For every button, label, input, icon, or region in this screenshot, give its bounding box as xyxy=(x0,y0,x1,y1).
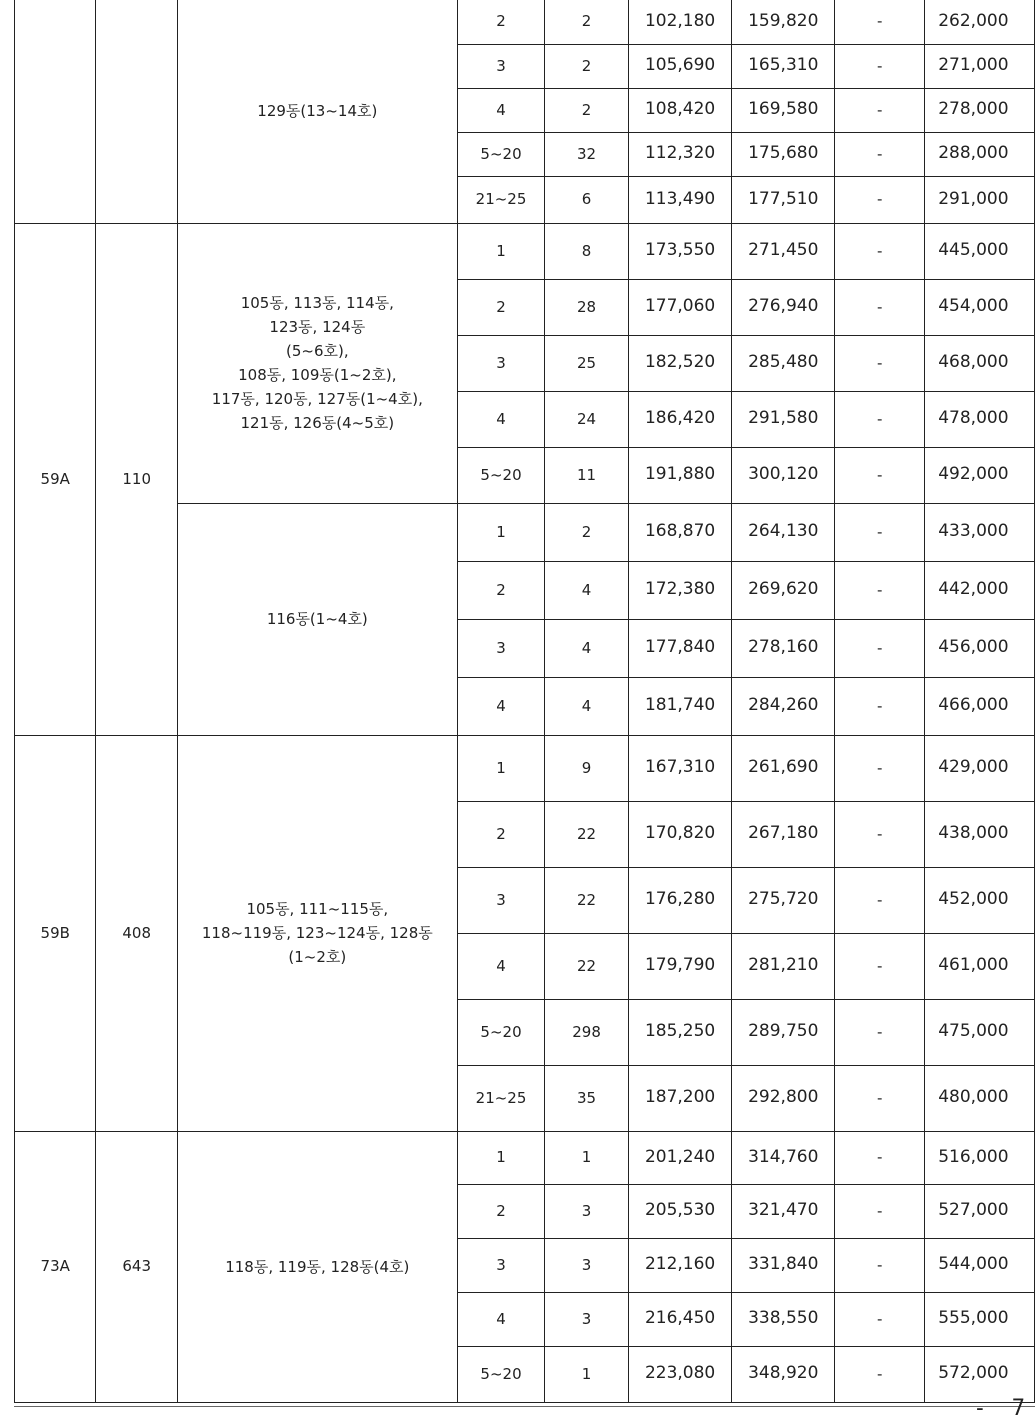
total-price-cell: 572,000 xyxy=(925,1346,1035,1402)
household-count-cell: 28 xyxy=(545,279,628,335)
land-price-cell: 177,060 xyxy=(628,279,732,335)
unit-count-cell: 408 xyxy=(96,735,177,1131)
household-count-cell: 1 xyxy=(545,1346,628,1402)
floor-cell: 2 xyxy=(457,561,545,619)
option-cell: - xyxy=(835,88,925,132)
household-count-cell: 1 xyxy=(545,1131,628,1184)
floor-cell: 4 xyxy=(457,391,545,447)
floor-cell: 1 xyxy=(457,223,545,279)
land-price-cell: 176,280 xyxy=(628,867,732,933)
building-price-cell: 281,210 xyxy=(732,933,835,999)
floor-cell: 5~20 xyxy=(457,132,545,176)
household-count-cell: 6 xyxy=(545,176,628,223)
option-cell: - xyxy=(835,391,925,447)
building-price-cell: 159,820 xyxy=(732,0,835,44)
table-row xyxy=(15,223,1035,279)
total-price-cell: 262,000 xyxy=(925,0,1035,44)
land-price-cell: 181,740 xyxy=(628,677,732,735)
option-cell: - xyxy=(835,279,925,335)
option-cell: - xyxy=(835,1065,925,1131)
building-line: (1~2호) xyxy=(288,948,347,966)
total-price-cell: 478,000 xyxy=(925,391,1035,447)
option-cell: - xyxy=(835,447,925,503)
option-cell: - xyxy=(835,677,925,735)
household-count-cell: 25 xyxy=(545,335,628,391)
household-count-cell: 2 xyxy=(545,44,628,88)
building-price-cell: 264,130 xyxy=(732,503,835,561)
floor-cell: 4 xyxy=(457,677,545,735)
floor-cell: 1 xyxy=(457,503,545,561)
table-row xyxy=(15,1131,1035,1184)
building-price-cell: 331,840 xyxy=(732,1238,835,1292)
building-line: (5~6호), xyxy=(286,342,349,360)
total-price-cell: 555,000 xyxy=(925,1292,1035,1346)
building-price-cell: 289,750 xyxy=(732,999,835,1065)
price-table xyxy=(14,0,1035,1403)
total-price-cell: 433,000 xyxy=(925,503,1035,561)
land-price-cell: 182,520 xyxy=(628,335,732,391)
land-price-cell: 172,380 xyxy=(628,561,732,619)
building-price-cell: 271,450 xyxy=(732,223,835,279)
land-price-cell: 223,080 xyxy=(628,1346,732,1402)
total-price-cell: 445,000 xyxy=(925,223,1035,279)
floor-cell: 21~25 xyxy=(457,1065,545,1131)
total-price-cell: 480,000 xyxy=(925,1065,1035,1131)
building-line: 105동, 111~115동, xyxy=(246,900,389,918)
building-price-cell: 278,160 xyxy=(732,619,835,677)
building-list-cell xyxy=(177,503,457,735)
building-price-cell: 269,620 xyxy=(732,561,835,619)
land-price-cell: 170,820 xyxy=(628,801,732,867)
floor-cell: 4 xyxy=(457,88,545,132)
land-price-cell: 179,790 xyxy=(628,933,732,999)
building-list-cell xyxy=(177,223,457,503)
building-list-cell xyxy=(177,1131,457,1402)
land-price-cell: 186,420 xyxy=(628,391,732,447)
household-count-cell: 22 xyxy=(545,933,628,999)
total-price-cell: 271,000 xyxy=(925,44,1035,88)
building-line: 105동, 113동, 114동, xyxy=(240,294,394,312)
option-cell: - xyxy=(835,999,925,1065)
building-list-cell xyxy=(177,0,457,223)
floor-cell: 1 xyxy=(457,735,545,801)
land-price-cell: 113,490 xyxy=(628,176,732,223)
option-cell: - xyxy=(835,1184,925,1238)
building-line: 129동(13~14호) xyxy=(257,102,378,121)
building-price-cell: 348,920 xyxy=(732,1346,835,1402)
total-price-cell: 527,000 xyxy=(925,1184,1035,1238)
floor-cell: 3 xyxy=(457,44,545,88)
building-price-cell: 267,180 xyxy=(732,801,835,867)
option-cell: - xyxy=(835,132,925,176)
building-price-cell: 261,690 xyxy=(732,735,835,801)
option-cell: - xyxy=(835,867,925,933)
floor-cell: 3 xyxy=(457,619,545,677)
land-price-cell: 191,880 xyxy=(628,447,732,503)
total-price-cell: 452,000 xyxy=(925,867,1035,933)
option-cell: - xyxy=(835,735,925,801)
total-price-cell: 454,000 xyxy=(925,279,1035,335)
total-price-cell: 429,000 xyxy=(925,735,1035,801)
land-price-cell: 187,200 xyxy=(628,1065,732,1131)
land-price-cell: 108,420 xyxy=(628,88,732,132)
land-price-cell: 201,240 xyxy=(628,1131,732,1184)
building-price-cell: 275,720 xyxy=(732,867,835,933)
land-price-cell: 216,450 xyxy=(628,1292,732,1346)
land-price-cell: 177,840 xyxy=(628,619,732,677)
floor-cell: 2 xyxy=(457,279,545,335)
total-price-cell: 468,000 xyxy=(925,335,1035,391)
land-price-cell: 205,530 xyxy=(628,1184,732,1238)
total-price-cell: 492,000 xyxy=(925,447,1035,503)
total-price-cell: 475,000 xyxy=(925,999,1035,1065)
floor-cell: 3 xyxy=(457,867,545,933)
floor-cell: 3 xyxy=(457,1238,545,1292)
building-price-cell: 291,580 xyxy=(732,391,835,447)
building-list-cell xyxy=(177,735,457,1131)
housing-type-cell: 59B xyxy=(15,735,96,1131)
building-line: 121동, 126동(4~5호) xyxy=(240,414,395,432)
option-cell: - xyxy=(835,933,925,999)
unit-count-cell xyxy=(96,0,177,223)
option-cell: - xyxy=(835,561,925,619)
household-count-cell: 3 xyxy=(545,1292,628,1346)
building-price-cell: 314,760 xyxy=(732,1131,835,1184)
land-price-cell: 102,180 xyxy=(628,0,732,44)
option-cell: - xyxy=(835,801,925,867)
total-price-cell: 466,000 xyxy=(925,677,1035,735)
total-price-cell: 291,000 xyxy=(925,176,1035,223)
floor-cell: 2 xyxy=(457,801,545,867)
household-count-cell: 2 xyxy=(545,0,628,44)
total-price-cell: 438,000 xyxy=(925,801,1035,867)
building-price-cell: 169,580 xyxy=(732,88,835,132)
land-price-cell: 112,320 xyxy=(628,132,732,176)
building-price-cell: 165,310 xyxy=(732,44,835,88)
total-price-cell: 544,000 xyxy=(925,1238,1035,1292)
option-cell: - xyxy=(835,223,925,279)
land-price-cell: 168,870 xyxy=(628,503,732,561)
building-price-cell: 300,120 xyxy=(732,447,835,503)
household-count-cell: 2 xyxy=(545,503,628,561)
building-price-cell: 292,800 xyxy=(732,1065,835,1131)
building-line: 123동, 124동 xyxy=(269,318,366,336)
household-count-cell: 3 xyxy=(545,1238,628,1292)
building-price-cell: 175,680 xyxy=(732,132,835,176)
total-price-cell: 516,000 xyxy=(925,1131,1035,1184)
building-price-cell: 284,260 xyxy=(732,677,835,735)
building-price-cell: 338,550 xyxy=(732,1292,835,1346)
building-price-cell: 285,480 xyxy=(732,335,835,391)
floor-cell: 4 xyxy=(457,933,545,999)
option-cell: - xyxy=(835,0,925,44)
floor-cell: 5~20 xyxy=(457,447,545,503)
household-count-cell: 4 xyxy=(545,561,628,619)
household-count-cell: 8 xyxy=(545,223,628,279)
building-line: 118~119동, 123~124동, 128동 xyxy=(201,924,433,942)
building-line: 118동, 119동, 128동(4호) xyxy=(225,1257,410,1276)
land-price-cell: 167,310 xyxy=(628,735,732,801)
land-price-cell: 173,550 xyxy=(628,223,732,279)
housing-type-cell xyxy=(15,0,96,223)
floor-cell: 21~25 xyxy=(457,176,545,223)
household-count-cell: 3 xyxy=(545,1184,628,1238)
floor-cell: 2 xyxy=(457,1184,545,1238)
household-count-cell: 4 xyxy=(545,677,628,735)
land-price-cell: 185,250 xyxy=(628,999,732,1065)
option-cell: - xyxy=(835,1346,925,1402)
page-number: - 7 xyxy=(973,1396,1031,1421)
total-price-cell: 456,000 xyxy=(925,619,1035,677)
household-count-cell: 2 xyxy=(545,88,628,132)
option-cell: - xyxy=(835,503,925,561)
building-price-cell: 177,510 xyxy=(732,176,835,223)
option-cell: - xyxy=(835,1238,925,1292)
total-price-cell: 442,000 xyxy=(925,561,1035,619)
household-count-cell: 32 xyxy=(545,132,628,176)
land-price-cell: 105,690 xyxy=(628,44,732,88)
floor-cell: 2 xyxy=(457,0,545,44)
option-cell: - xyxy=(835,1292,925,1346)
floor-cell: 5~20 xyxy=(457,999,545,1065)
housing-type-cell: 59A xyxy=(15,223,96,735)
table-row xyxy=(15,0,1035,44)
floor-cell: 1 xyxy=(457,1131,545,1184)
household-count-cell: 298 xyxy=(545,999,628,1065)
total-price-cell: 278,000 xyxy=(925,88,1035,132)
building-line: 116동(1~4호) xyxy=(266,610,368,628)
floor-cell: 3 xyxy=(457,335,545,391)
unit-count-cell: 110 xyxy=(96,223,177,735)
option-cell: - xyxy=(835,335,925,391)
page-footer-rule xyxy=(14,1406,1035,1407)
household-count-cell: 11 xyxy=(545,447,628,503)
option-cell: - xyxy=(835,176,925,223)
building-line: 117동, 120동, 127동(1~4호), xyxy=(211,390,423,408)
total-price-cell: 461,000 xyxy=(925,933,1035,999)
unit-count-cell: 643 xyxy=(96,1131,177,1402)
building-line: 108동, 109동(1~2호), xyxy=(238,366,397,384)
household-count-cell: 35 xyxy=(545,1065,628,1131)
option-cell: - xyxy=(835,619,925,677)
total-price-cell: 288,000 xyxy=(925,132,1035,176)
building-price-cell: 276,940 xyxy=(732,279,835,335)
option-cell: - xyxy=(835,1131,925,1184)
household-count-cell: 4 xyxy=(545,619,628,677)
household-count-cell: 24 xyxy=(545,391,628,447)
household-count-cell: 22 xyxy=(545,867,628,933)
floor-cell: 4 xyxy=(457,1292,545,1346)
land-price-cell: 212,160 xyxy=(628,1238,732,1292)
option-cell: - xyxy=(835,44,925,88)
table-row xyxy=(15,735,1035,801)
housing-type-cell: 73A xyxy=(15,1131,96,1402)
household-count-cell: 22 xyxy=(545,801,628,867)
floor-cell: 5~20 xyxy=(457,1346,545,1402)
building-price-cell: 321,470 xyxy=(732,1184,835,1238)
household-count-cell: 9 xyxy=(545,735,628,801)
